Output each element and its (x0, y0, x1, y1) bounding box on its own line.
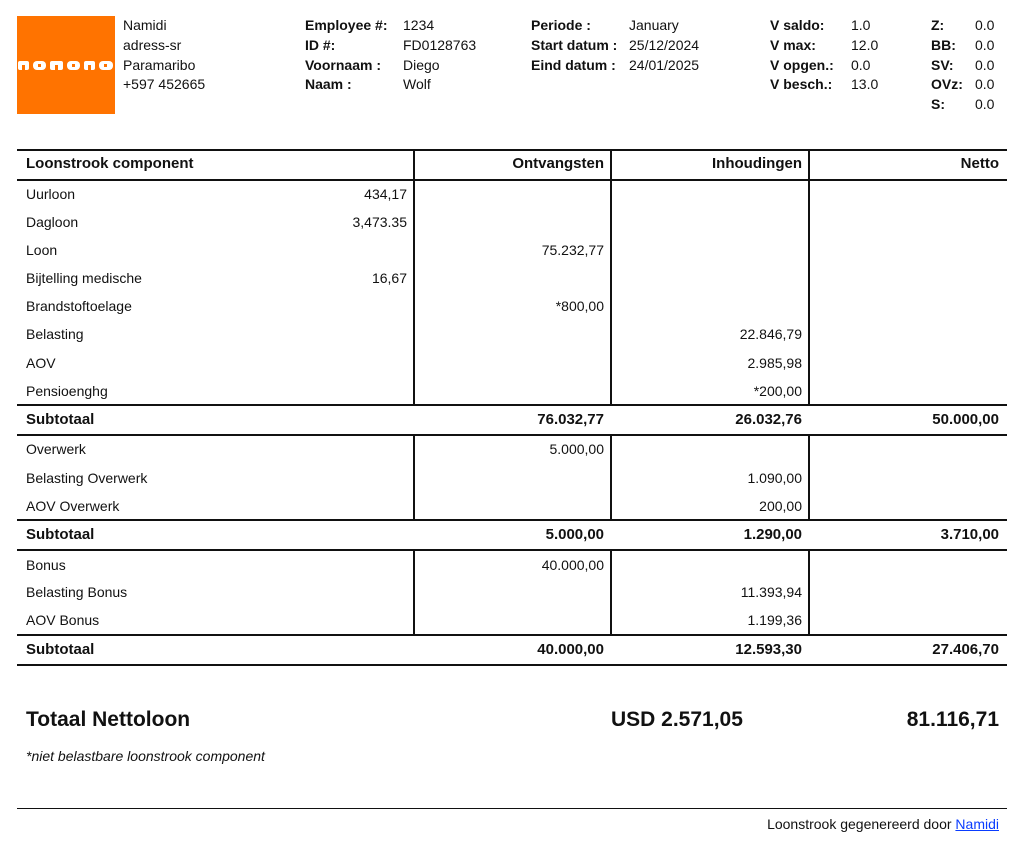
employee-no-label: Employee #: (305, 17, 388, 33)
col-divider (610, 149, 612, 406)
subtotal-net: 3.710,00 (940, 526, 999, 543)
col-divider (808, 549, 810, 636)
col-divider (610, 434, 612, 521)
name-label: Naam : (305, 76, 352, 92)
row-label: Pensioenghg (26, 383, 108, 399)
footer (767, 816, 999, 832)
v-saldo-value: 1.0 (851, 17, 871, 33)
row-deduction: 1.090,00 (747, 470, 802, 486)
subtotal-label: Subtotaal (26, 641, 95, 658)
subtotal-label: Subtotaal (26, 411, 95, 428)
header-component: Loonstrook component (26, 155, 194, 172)
sv-label: SV: (931, 57, 954, 73)
section1-bottom-border (17, 404, 1007, 406)
employee-no-value: 1234 (403, 17, 435, 33)
bb-value: 0.0 (975, 37, 995, 53)
row-rate: 434,17 (364, 186, 407, 202)
row-label: AOV Bonus (26, 612, 100, 628)
header-received: Ontvangsten (512, 155, 604, 172)
footer-divider (17, 808, 1007, 809)
z-label: Z: (931, 17, 945, 33)
subtotal-net: 50.000,00 (932, 411, 999, 428)
col-divider (610, 549, 612, 636)
row-received: 40.000,00 (541, 557, 604, 573)
total-usd: USD 2.571,05 (611, 708, 743, 731)
ovz-label: OVz: (931, 76, 963, 92)
z-value: 0.0 (975, 17, 995, 33)
v-besch-label: V besch.: (770, 76, 833, 92)
v-besch-value: 13.0 (851, 76, 879, 92)
row-deduction: 11.393,94 (740, 584, 802, 600)
row-label: Bijtelling medische (26, 270, 142, 286)
header-net: Netto (960, 155, 999, 172)
table-top-border (17, 149, 1007, 151)
row-deduction: *200,00 (753, 383, 802, 399)
subtotal1-bottom-border (17, 434, 1007, 436)
period-label: Periode : (531, 17, 591, 33)
row-deduction: 200,00 (759, 498, 802, 514)
logo-mark-icon (17, 16, 115, 114)
footer-text: Loonstrook gegenereerd door (767, 816, 956, 832)
total-label: Totaal Nettoloon (26, 708, 191, 731)
row-deduction: 2.985,98 (747, 355, 802, 371)
header-deductions: Inhoudingen (712, 155, 802, 172)
company-phone: +597 452665 (123, 76, 206, 92)
header-bottom-border (17, 179, 1007, 181)
row-label: Belasting (26, 326, 84, 342)
row-label: Brandstoftoelage (26, 298, 132, 314)
row-received: 75.232,77 (541, 242, 604, 258)
firstname-value: Diego (403, 57, 440, 73)
row-label: Belasting Bonus (26, 584, 128, 600)
sv-value: 0.0 (975, 57, 995, 73)
row-label: Dagloon (26, 214, 79, 230)
col-divider (413, 434, 415, 521)
start-date-label: Start datum : (531, 37, 618, 53)
col-divider (413, 149, 415, 406)
row-deduction: 22.846,79 (739, 326, 802, 342)
v-opgen-value: 0.0 (851, 57, 871, 73)
v-max-label: V max: (770, 37, 816, 53)
end-date-label: Eind datum : (531, 57, 616, 73)
row-label: Bonus (26, 557, 66, 573)
col-divider (808, 149, 810, 406)
employee-id-label: ID #: (305, 37, 336, 53)
row-deduction: 1.199,36 (747, 612, 802, 628)
bb-label: BB: (931, 37, 956, 53)
ovz-value: 0.0 (975, 76, 995, 92)
subtotal-net: 27.406,70 (932, 641, 999, 658)
v-saldo-label: V saldo: (770, 17, 825, 33)
company-logo (17, 16, 115, 114)
row-label: AOV Overwerk (26, 498, 120, 514)
subtotal-received: 76.032,77 (537, 411, 604, 428)
row-label: AOV (26, 355, 56, 371)
col-divider (413, 549, 415, 636)
row-label: Belasting Overwerk (26, 470, 148, 486)
subtotal-deductions: 12.593,30 (735, 641, 802, 658)
subtotal3-bottom-border (17, 664, 1007, 666)
row-label: Loon (26, 242, 58, 258)
footer-link[interactable]: Namidi (955, 816, 999, 832)
row-rate: 3,473.35 (352, 214, 407, 230)
s-value: 0.0 (975, 96, 995, 112)
name-value: Wolf (403, 76, 431, 92)
period-value: January (629, 17, 679, 33)
total-amount: 81.116,71 (906, 708, 999, 731)
firstname-label: Voornaam : (305, 57, 381, 73)
s-label: S: (931, 96, 945, 112)
row-received: *800,00 (555, 298, 604, 314)
footnote: *niet belastbare loonstrook component (26, 748, 265, 764)
row-rate: 16,67 (371, 270, 407, 286)
subtotal2-bottom-border (17, 549, 1007, 551)
employee-id-value: FD0128763 (403, 37, 477, 53)
subtotal-deductions: 1.290,00 (743, 526, 802, 543)
subtotal-received: 40.000,00 (537, 641, 604, 658)
section3-bottom-border (17, 634, 1007, 636)
subtotal-received: 5.000,00 (545, 526, 604, 543)
v-max-value: 12.0 (851, 37, 879, 53)
company-name: Namidi (123, 17, 167, 33)
subtotal-label: Subtotaal (26, 526, 95, 543)
col-divider (808, 434, 810, 521)
start-date-value: 25/12/2024 (629, 37, 700, 53)
v-opgen-label: V opgen.: (770, 57, 834, 73)
subtotal-deductions: 26.032,76 (735, 411, 802, 428)
end-date-value: 24/01/2025 (629, 57, 700, 73)
row-label: Uurloon (26, 186, 76, 202)
row-received: 5.000,00 (549, 441, 604, 457)
company-city: Paramaribo (123, 57, 196, 73)
company-address: adress-sr (123, 37, 182, 53)
section2-bottom-border (17, 519, 1007, 521)
row-label: Overwerk (26, 441, 86, 457)
